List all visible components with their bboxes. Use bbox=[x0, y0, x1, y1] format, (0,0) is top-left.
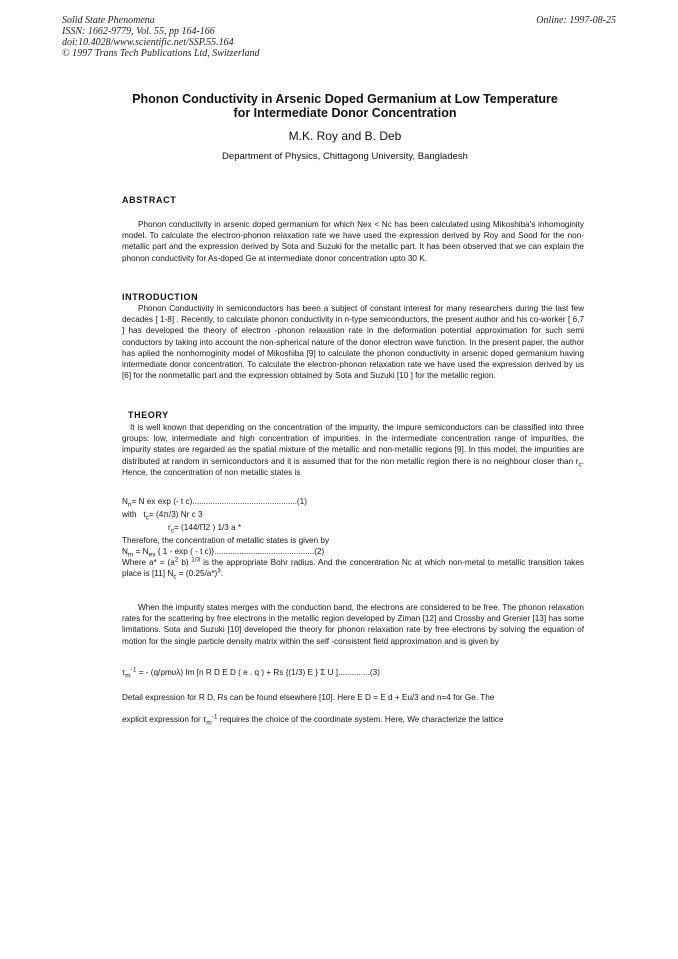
abstract-heading: ABSTRACT bbox=[122, 195, 177, 205]
theory-text: It is well known that depending on the concentration of the impurity, the impure semiconductors can be classified into three groups: low, intermediate and high concentration of impurities. In the intermediate concentration range of impurities, the impurity states are regarded as the spatial mixture of the metallic and non-metallic regions [9]. In this model, the impurities are distributed at random in semiconductors and it is assumed that for the non metallic region there is no neighbour closer than $r_c$. Hence, the concentration of non metallic states is bbox=[122, 423, 584, 477]
equation-tc-body: (4π/3) Nr c 3 bbox=[155, 510, 203, 519]
abstract-text: Phonon conductivity in arsenic doped germanium for which Nex < Nc has been calculated using Mikoshiba's inhomoginity model. To calculate the electron-phonon relaxation rate we have used the expression derived by Roy and Sood for the non-metallic part and the expression derived by Sota and Suzuki for the metallic part. It has been observed that we can explain the phonon conductivity for As-doped Ge at intermediate donor concentration upto 30 K. bbox=[122, 220, 584, 263]
journal-name: Solid State Phenomena bbox=[62, 15, 155, 26]
title-line-1: Phonon Conductivity in Arsenic Doped Germanium at Low Temperature bbox=[132, 92, 558, 106]
theory-tail: . Hence, the concentration of non metallic states is bbox=[122, 456, 584, 477]
bohr-sentence: is the appropriate Bohr radius. And the concentration Nc at which non-metal to metallic transition takes place is [11] bbox=[122, 558, 584, 579]
title-line-2: for Intermediate Donor Concentration bbox=[233, 106, 457, 120]
authors: M.K. Roy and B. Deb bbox=[288, 129, 402, 143]
doi: doi:10.4028/www.scientific.net/SSP.55.164 bbox=[62, 37, 234, 48]
affiliation: Department of Physics, Chittagong University, Bangladesh bbox=[222, 151, 468, 162]
introduction-heading: INTRODUCTION bbox=[122, 292, 199, 302]
equation-2-body: { 1 - exp ( - t c)}............................................(2) bbox=[157, 547, 325, 556]
equation-3: $\tau_m^{-1}$ = - (q/ρmυλ) Im [n R D E D ( e . q ) + Rs {(1/3) E } Σ U ]..............(3) bbox=[122, 666, 380, 680]
equation-rc: $r_c= (144/\Pi 2$ ) 1/3 a * bbox=[168, 523, 242, 535]
equation-2: $N_m = N_{ex}$ { 1 - exp ( - t c)}............................................(2) bbox=[122, 547, 325, 559]
explicit-sentence: requires the choice of the coordinate system. Here, We characterize the lattice bbox=[219, 715, 504, 724]
issn: ISSN: 1662-9779, Vol. 55, pp 164-166 bbox=[62, 26, 215, 37]
journal-header bbox=[62, 15, 260, 59]
impurity-text: When the impurity states merges with the conduction band, the electrons are considered to be free. The phonon relaxation rates for the scattering by free electrons in the metallic region developed by Ziman [12] and Crossby and Grenier [13] has some limitations. Sota and Suzuki [10] developed the theory for phonon relaxation rate by free electrons by solving the equation of motion for the single particle density matrix within the self -consistent field approximation and is given by bbox=[122, 603, 584, 646]
bohr-text: Where $a* = (a^2$ b) $^{1/3}$ is the appropriate Bohr radius. And the concentration Nc at which non-metal to metallic transition takes place is [11] $N_c = (0.25/a*)^3$. bbox=[122, 556, 584, 581]
equation-tc: with $t_c= (4\pi/3)$ Nr c 3 bbox=[122, 510, 203, 522]
equation-1-body: N ex exp (- t c)..............................................(1) bbox=[138, 497, 307, 506]
equation-3-body: = - (q/ρmυλ) Im [n R D E D ( e . q ) + Rs {(1/3) E } Σ U ]..............(3) bbox=[138, 668, 380, 677]
online-date: Online: 1997-08-25 bbox=[536, 15, 616, 26]
therefore-text: Therefore, the concentration of metallic states is given by bbox=[122, 536, 330, 545]
theory-paragraph: It is well known that depending on the concentration of the impurity, the impure semiconductors can be classified into three groups: low, intermediate and high concentration of impurities. In the intermediate concentration range of impurities, the impurity states are regarded as the spatial mixture of the metallic and non-metallic regions [9]. In this model, the impurities are distributed at random in semiconductors and it is assumed that for the non metallic region there is no neighbour closer than bbox=[122, 423, 584, 466]
explicit-text: explicit expression for $\tau_m^{-1}$ requires the choice of the coordinate system. Here, We characterize the lattice bbox=[122, 713, 504, 727]
equation-rc-body: (144/Π2 ) 1/3 a * bbox=[181, 523, 242, 532]
theory-heading: THEORY bbox=[128, 410, 169, 420]
paper-title bbox=[60, 92, 630, 120]
nc-formula: (0.25/a*) bbox=[185, 569, 218, 579]
with-label: with bbox=[122, 510, 137, 519]
equation-1: $N_n= N$ ex exp (- t c)..............................................(1) bbox=[122, 497, 307, 509]
copyright: © 1997 Trans Tech Publications Ltd, Switzerland bbox=[62, 48, 260, 59]
detail-text: Detail expression for R D, Rs can be found elsewhere [10]. Here E D = E d + Eu/3 and n=4 for Ge. The bbox=[122, 693, 495, 702]
introduction-text: Phonon Conductivity in semiconductors has been a subject of constant interest for many researchers during the last few decades [ 1-8] . Recently, to calculate phonon conductivity in n-type semiconductors, the present author and his co-worker [ 6,7 ] has developed the theory of electron -phonon relaxation rate in the deformation potential approximation for such semi conductors by taking into account the non-spherical nature of the donor electron wave function. In the present paper, the author has aplied the nonhomoginity model of Mikoshiba [9] to calculate the phonon conductivity in arsenic doped germanium having intermediate donor concentration. To calculate the electron-phonon relaxation rate we have used the expression derived by us [6] for the nonmetallic part and the expression obtained by Sota and Suzuki [10 ] for the metallic region. bbox=[122, 304, 584, 381]
